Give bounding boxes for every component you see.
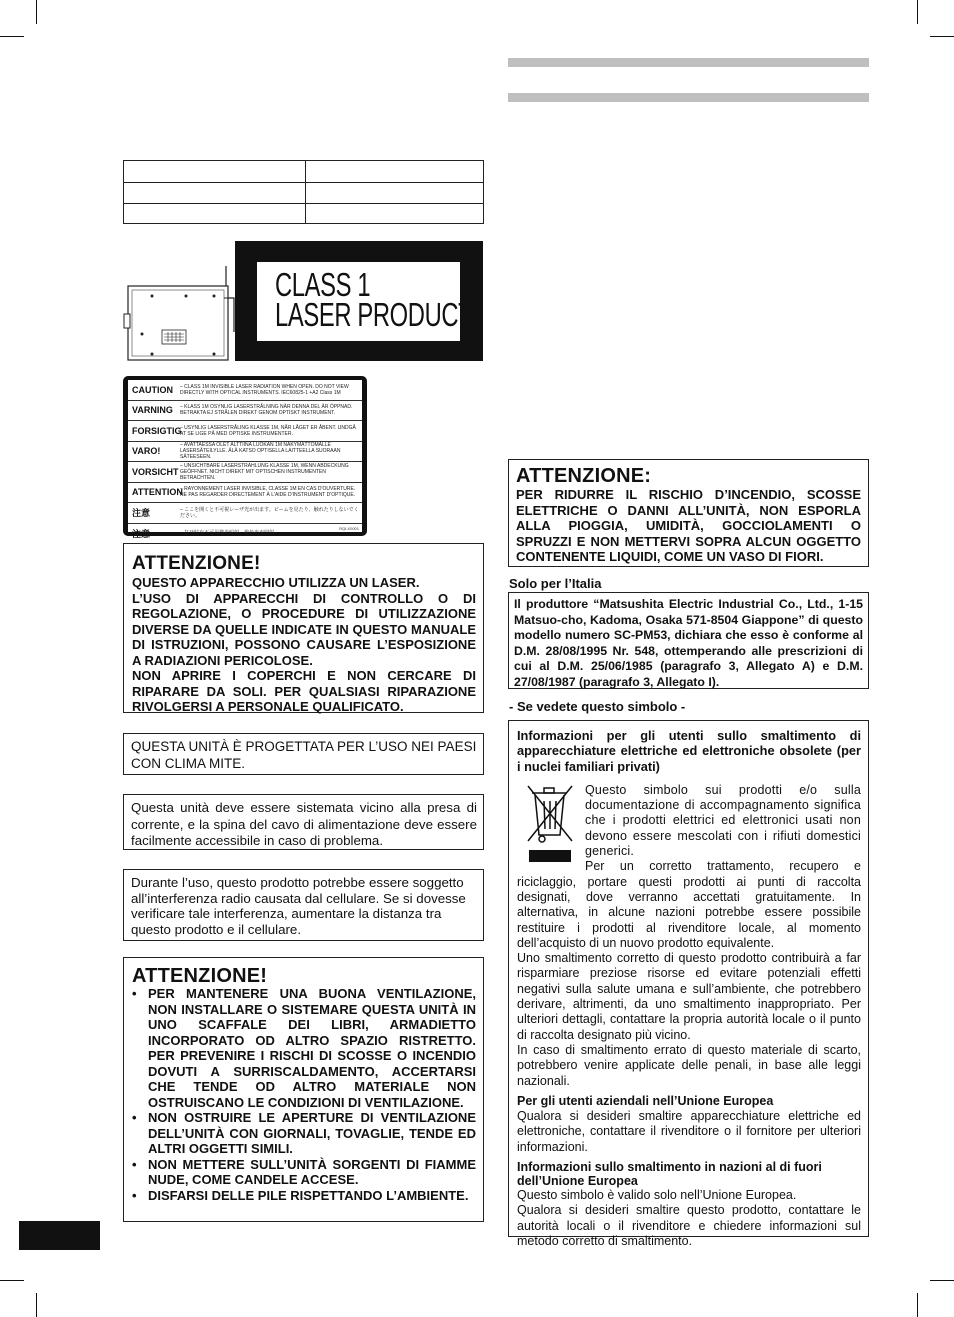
- warning-label-key: 注意: [132, 508, 151, 519]
- warning-list-item: [132, 1188, 476, 1204]
- warning-label-key: ATTENTION: [132, 487, 183, 498]
- disposal-outside-eu-heading: Informazioni sullo smaltimento in nazioni al di fuori dell’Unione Europea: [517, 1160, 822, 1189]
- warning-box-moisture: [508, 459, 869, 567]
- warning-list-item: [132, 1157, 476, 1188]
- notice-climate-text: QUESTA UNITÀ È PROGETTATA PER L’USO NEI PAESI CON CLIMA MITE.: [131, 739, 477, 771]
- warning-label-text: – 打开时有不可见激光辐射，避免光束照射。: [180, 530, 280, 537]
- laser-class-label: [235, 241, 483, 361]
- bullet-icon: •: [132, 1110, 137, 1125]
- bullet-icon: •: [132, 1156, 137, 1172]
- warning-label: [123, 376, 367, 539]
- warning-label-key: VARO!: [132, 446, 161, 457]
- header-bar: [508, 58, 869, 67]
- warning-label-text: – RAYONNEMENT LASER INVISIBLE, CLASSE 1M EN CAS D'OUVERTURE. NE PAS REGARDER DIRECTEMENT À L'AIDE D'INSTRUMENT D'OPTIQUE.: [180, 486, 356, 499]
- laser-label-line2: LASER PRODUCT: [275, 296, 473, 333]
- warning-label-row: [128, 380, 362, 401]
- warning-label-text: – USYNLIG LASERSTRÅLING KLASSE 1M, NÅR LÅGET ER ÅBENT. UNDGÅ AT SE LIGE PÅ MED OPTISKE INSTRUMENTER.: [180, 424, 356, 437]
- warning-label-row: [128, 401, 362, 422]
- warning-list-item: [132, 986, 476, 1110]
- warning-box-laser: [123, 543, 484, 713]
- warning-list: [132, 986, 476, 1203]
- warning-list-text: NON OSTRUIRE LE APERTURE DI VENTILAZIONE DELL’UNITÀ CON GIORNALI, TOVAGLIE, TENDE ED ALTRI OGGETTI SIMILI.: [148, 1110, 476, 1156]
- crop-mark: [36, 0, 37, 24]
- warning-label-row: [128, 524, 362, 545]
- crop-mark: [917, 0, 918, 24]
- crop-mark: [0, 36, 24, 37]
- warning-body: QUESTO APPARECCHIO UTILIZZA UN LASER. L’USO DI APPARECCHI DI CONTROLLO O DI REGOLAZIONE, O PROCEDURE DI UTILIZZAZIONE DIVERSE DA QUELLE INDICATE IN QUESTO MANUALE DI ISTRUZIONI, POSSONO CAUSARE L’ESPOSIZIONE A RADIAZIONI PERICOLOSE. NON APRIRE I COPERCHI E NON CERCARE DI RIPARARE DA SOLI. PER QUALSIASI RIPARAZIONE RIVOLGERSI A PERSONALE QUALIFICATO.: [132, 575, 476, 714]
- disposal-p5: Qualora si desideri smaltire apparecchiature elettriche ed elettroniche, contattare il rivenditore o il fornitore per ulteriori informazioni.: [517, 1109, 861, 1154]
- disposal-p6: Questo simbolo è valido solo nell’Unione Europea.: [517, 1188, 797, 1203]
- warning-body: PER RIDURRE IL RISCHIO D’INCENDIO, SCOSSE ELETTRICHE O DANNI ALL’UNITÀ, NON ESPORLA ALLA PIOGGIA, UMIDITÀ, GOCCIOLAMENTI O SPRUZZI E NON METTERVI SOPRA ALCUN OGGETTO CONTENENTE LIQUIDI, COME UN VASO DI FIORI.: [516, 487, 861, 564]
- bullet-icon: •: [132, 986, 137, 1001]
- empty-table: [123, 160, 484, 224]
- warning-label-text: – ここを開くと不可視レーザ光が出ます。ビームを見たり、触れたりしないでください。: [180, 506, 359, 519]
- warning-list-text: NON METTERE SULL’UNITÀ SORGENTI DI FIAMME NUDE, COME CANDELE ACCESE.: [148, 1156, 476, 1187]
- warning-label-text: – CLASS 1M INVISIBLE LASER RADIATION WHEN OPEN. DO NOT VIEW DIRECTLY WITH OPTICAL INSTRUMENTS. IEC60825-1 +A2 Class 1M: [180, 383, 349, 396]
- crop-mark: [930, 1280, 954, 1281]
- crossed-bin-icon: [522, 783, 578, 865]
- disposal-p4: In caso di smaltimento errato di questo materiale di scarto, potrebbero venire applicate delle penali, in base alle leggi nazionali.: [517, 1042, 861, 1088]
- warning-title: ATTENZIONE!: [132, 553, 261, 574]
- disposal-p7: Qualora si desideri smaltire questo prodotto, contattare le autorità locali o il rivenditore e chiedere informazioni sul metodo corretto di smaltimento.: [517, 1203, 861, 1248]
- notice-outlet-text: Questa unità deve essere sistemata vicino alla presa di corrente, e la spina del cavo di alimentazione deve essere facilmente accessibile in caso di problema.: [131, 800, 477, 848]
- warning-label-code: RQLX0001: [339, 526, 359, 531]
- disposal-p3: Uno smaltimento corretto di questo prodotto contribuirà a far risparmiare preziose risorse ed evitare potenziali effetti negativi sulla salute umana e sull’ambiente, che potrebbero derivare, altrimenti, da uno smaltimento inappropriato. Per ulteriori dettagli, contattare la propria autorità locale o il punto di raccolta designato più vicino.: [517, 951, 861, 1042]
- crop-mark: [36, 1293, 37, 1317]
- warning-title: ATTENZIONE:: [516, 465, 652, 487]
- crop-mark: [930, 36, 954, 37]
- warning-list-text: PER MANTENERE UNA BUONA VENTILAZIONE, NON INSTALLARE O SISTEMARE QUESTA UNITÀ IN UNO SCAFFALE DEI LIBRI, ARMADIETTO INCORPORATO OD ALTRO SPAZIO RISTRETTO. PER PREVENIRE I RISCHI DI SCOSSE O INCENDIO DOVUTI A SURRISCALDAMENTO, ACCERTARSI CHE TENDE OD ALTRO MATERIALE NON OSTRUISCANO LE CONDIZIONI DI VENTILAZIONE.: [148, 986, 476, 1110]
- warning-label-row: [128, 442, 362, 463]
- producer-text: Il produttore “Matsushita Electric Industrial Co., Ltd., 1-15 Matsuo-cho, Kadoma, Osaka 571-8504 Giappone” di questo modello numero SC-PM53, dichiara che esso è conforme al D.M. 28/08/1995 Nr. 548, ottemperando alle prescrizioni di cui al D.M. 25/06/1985 (paragrafo 3, Allegato A) e D.M. 27/08/1987 (paragrafo 3, Allegato I).: [514, 597, 863, 689]
- producer-box: [508, 592, 869, 689]
- warning-list-item: [132, 1110, 476, 1157]
- disposal-symbol-text: Questo simbolo sui prodotti e/o sulla documentazione di accompagnamento significa che i prodotti elettrici ed elettronici usati non devono essere mescolati con i rifiuti domestici generici.: [585, 782, 861, 859]
- bullet-icon: •: [132, 1187, 137, 1203]
- se-vedete-label: - Se vedete questo simbolo -: [509, 699, 686, 714]
- warning-label-text: – UNSICHTBARE LASERSTRAHLUNG KLASSE 1M, WENN ABDECKUNG GEÖFFNET. NICHT DIREKT MIT OPTISCHEN INSTRUMENTEN BETRACHTEN.: [180, 462, 349, 481]
- warning-label-key: VARNING: [132, 405, 173, 416]
- disposal-business-heading: Per gli utenti aziendali nell’Unione Europea: [517, 1093, 774, 1108]
- device-illustration: [122, 262, 238, 362]
- warning-label-key: CAUTION: [132, 384, 173, 395]
- laser-label-line1: CLASS 1: [275, 266, 371, 303]
- warning-label-row: [128, 421, 362, 442]
- warning-label-key: VORSICHT: [132, 466, 179, 477]
- warning-label-text: – KLASS 1M OSYNLIG LASERSTRÅLNING NÄR DENNA DEL ÄR ÖPPNAD. BETRAKTA EJ STRÅLEN DIREKT GENOM OPTISKT INSTRUMENT.: [180, 404, 353, 417]
- notice-climate: [123, 733, 484, 775]
- notice-phone: [123, 869, 484, 941]
- warning-label-row: [128, 483, 362, 504]
- page-tab: [19, 1221, 100, 1250]
- warning-label-text: – AVATTAESSA OLET ALTTIINA LUOKAN 1M NÄKYMÄTTÖMÄLLE LASERSÄTEILYLLE. ÄLÄ KATSO OPTISELLA LAITTEELLA SUORAAN SÄTEESEEN.: [180, 442, 341, 461]
- solo-italia-label: Solo per l’Italia: [509, 576, 602, 591]
- crop-mark: [0, 1280, 24, 1281]
- disposal-title: Informazioni per gli utenti sullo smaltimento di apparecchiature elettriche ed elettroniche obsolete (per i nuclei familiari privati): [517, 728, 861, 774]
- header-bar: [508, 93, 869, 102]
- notice-outlet: [123, 794, 484, 850]
- disposal-p2: Per un corretto trattamento, recupero e riciclaggio, portare questi prodotti ai punti di raccolta designati, dove verranno accettati gratuitamente. In alternativa, in alcune nazioni potrebbe essere possibile restituire i prodotti al rivenditore locale, al momento dell’acquisto di un nuovo prodotto equivalente.: [517, 859, 861, 950]
- notice-phone-text: Durante l’uso, questo prodotto potrebbe essere soggetto all’interferenza radio causata dal cellulare. Se si dovesse verificare tale interferenza, aumentare la distanza tra questo prodotto e il cellulare.: [131, 875, 466, 937]
- warning-label-key: 注意: [132, 528, 151, 539]
- disposal-info-box: [508, 720, 869, 1248]
- warning-label-key: FORSIGTIG: [132, 425, 182, 436]
- crop-mark: [917, 1293, 918, 1317]
- warning-label-row: [128, 462, 362, 483]
- warning-box-ventilation: [123, 957, 484, 1222]
- warning-title: ATTENZIONE!: [132, 965, 268, 987]
- warning-label-row: [128, 503, 362, 524]
- warning-list-text: DISFARSI DELLE PILE RISPETTANDO L’AMBIENTE.: [148, 1187, 469, 1203]
